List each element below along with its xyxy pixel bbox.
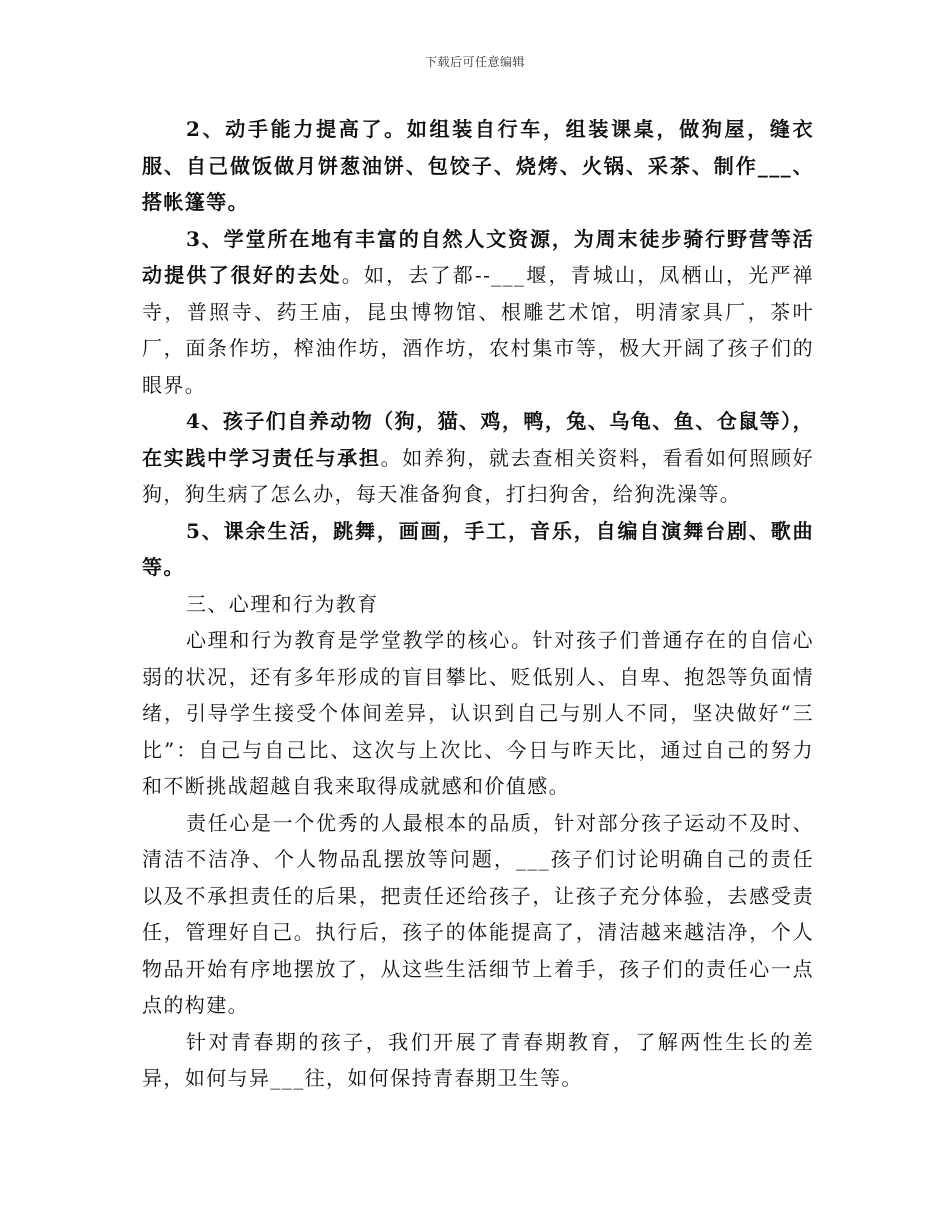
- item-normal-text: 。如，去了都--___堰，青城山，凤栖山，光严禅寺，普照寺、药王庙，昆虫博物馆、根雕艺术馆，明清家具厂，茶叶厂，面条作坊，榨油作坊，酒作坊，农村集市等，极大开阔了孩子们的眼界。: [142, 263, 814, 397]
- item-bold-text: 4、孩子们自养动物（狗，猫、鸡，鸭，兔、乌龟、鱼、仓鼠等），在实践中学习责任与承担: [142, 409, 814, 470]
- list-item-hands-on: [142, 111, 814, 221]
- document-body: [142, 111, 814, 1097]
- page-header: 下载后可任意编辑: [424, 55, 525, 69]
- list-item-animals: [142, 403, 814, 513]
- item-bold-text: 3、学堂所在地有丰富的自然人文资源，为周末徒步骑行野营等活动提供了很好的去处: [142, 226, 814, 287]
- paragraph-psychology: 心理和行为教育是学堂教学的核心。针对孩子们普通存在的自信心弱的状况，还有多年形成的盲目攀比、贬低别人、自卑、抱怨等负面情绪，引导学生接受个体间差异，认识到自己与别人不同，坚决做好“三比”：自己与自己比、这次与上次比、今日与昨天比，通过自己的努力和不断挑战超越自我来取得成就感和价值感。: [142, 628, 814, 798]
- list-item-resources: [142, 221, 814, 404]
- item-bold-text: 2、动手能力提高了。如组装自行车，组装课桌，做狗屋，缝衣服、自己做饭做月饼葱油饼、包饺子、烧烤、火锅、采茶、制作___、搭帐篷等。: [142, 117, 814, 214]
- list-item-leisure: [142, 513, 814, 586]
- item-bold-text: 5、课余生活，跳舞，画画，手工，音乐，自编自演舞台剧、歌曲等。: [142, 518, 814, 579]
- paragraph-adolescence: 针对青春期的孩子，我们开展了青春期教育，了解两性生长的差异，如何与异___往，如何保持青春期卫生等。: [142, 1029, 814, 1090]
- item-normal-text: 。如养狗，就去查相关资料，看看如何照顾好狗，狗生病了怎么办，每天准备狗食，打扫狗舍，给狗洗澡等。: [142, 445, 815, 506]
- paragraph-responsibility: 责任心是一个优秀的人最根本的品质，针对部分孩子运动不及时、清洁不洁净、个人物品乱摆放等问题，___孩子们讨论明确自己的责任以及不承担责任的后果，把责任还给孩子，让孩子充分体验，去感受责任，管理好自己。执行后，孩子的体能提高了，清洁越来越洁净，个人物品开始有序地摆放了，从这些生活细节上着手，孩子们的责任心一点点的构建。: [142, 810, 814, 1017]
- section-heading: 三、心理和行为教育: [186, 591, 379, 616]
